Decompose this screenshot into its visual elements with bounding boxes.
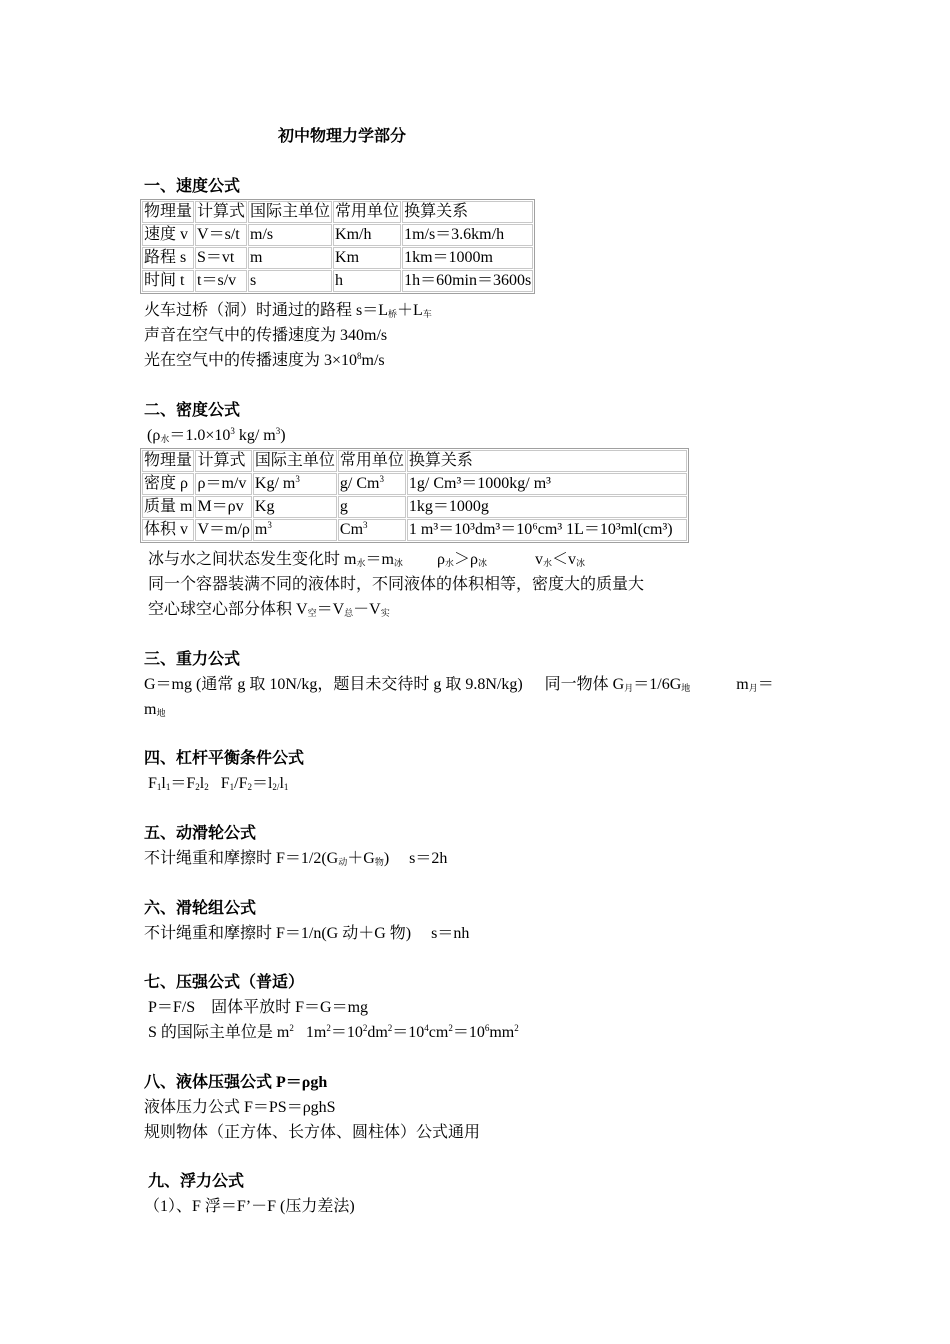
table-header-cell: 换算关系	[407, 450, 687, 472]
text-line: G＝mg (通常 g 取 10N/kg，题目未交待时 g 取 9.8N/kg) 同一物体 $G_月=1/6G_地$ $m_月=$	[144, 676, 774, 693]
section-heading-speed: 一、速度公式	[144, 178, 241, 195]
table-cell: 1kg＝1000g	[407, 496, 687, 518]
table-cell: m	[248, 247, 332, 269]
text-line: 火车过桥（洞）时通过的路程 $s=L_桥+L_车$	[144, 302, 432, 319]
speed-table	[140, 199, 535, 294]
page-title: 初中物理力学部分	[278, 128, 407, 145]
table-cell: Kg/ $m^3$	[253, 473, 337, 495]
table-cell: 1h＝60min＝3600s	[402, 270, 533, 292]
section-heading-density: 二、密度公式	[144, 402, 241, 419]
table-cell: 1km＝1000m	[402, 247, 533, 269]
text-line: $m_地$	[144, 701, 166, 718]
table-row	[142, 270, 533, 292]
table-row	[142, 247, 533, 269]
table-cell: Km	[333, 247, 401, 269]
table-header-row	[142, 201, 533, 223]
table-header-cell: 换算关系	[402, 201, 533, 223]
section-heading-pressure: 七、压强公式（普适）	[144, 974, 305, 991]
table-header-cell: 常用单位	[338, 450, 406, 472]
text-line: P＝F/S 固体平放时 F＝G＝mg	[148, 999, 369, 1016]
table-cell: 1 m³＝10³dm³＝10⁶cm³ 1L＝10³ml(cm³)	[407, 519, 687, 541]
table-cell: g	[338, 496, 406, 518]
table-cell: 时间 t	[142, 270, 194, 292]
table-row	[142, 496, 687, 518]
section-heading-lever: 四、杠杆平衡条件公式	[144, 750, 305, 767]
table-cell: M＝ρv	[195, 496, 251, 518]
table-cell: 速度 v	[142, 224, 194, 246]
section-heading-gravity: 三、重力公式	[144, 651, 241, 668]
table-cell: S＝vt	[195, 247, 247, 269]
density-table	[140, 448, 689, 543]
table-cell: 体积 v	[142, 519, 194, 541]
table-header-cell: 常用单位	[333, 201, 401, 223]
table-cell: Cm$^3$	[338, 519, 406, 541]
text-line: 声音在空气中的传播速度为 340m/s	[144, 327, 388, 344]
table-cell: 路程 s	[142, 247, 194, 269]
table-cell: t＝s/v	[195, 270, 247, 292]
text-line: 不计绳重和摩擦时 F＝1/n(G 动＋G 物) s＝nh	[144, 925, 470, 942]
table-header-cell: 计算式	[195, 450, 251, 472]
table-cell: g/ Cm$^3$	[338, 473, 406, 495]
table-cell: V＝m/ρ	[195, 519, 251, 541]
text-line: $F_1l_1=F_2l_2$ $F_1/F_2=l_{2/}l_1$	[148, 775, 289, 792]
table-cell: h	[333, 270, 401, 292]
table-cell: V＝s/t	[195, 224, 247, 246]
table-row	[142, 224, 533, 246]
table-cell: ρ＝m/v	[195, 473, 251, 495]
table-header-cell: 国际主单位	[253, 450, 337, 472]
text-line: 不计绳重和摩擦时 $F=1/2(G_动+G_物)$ s＝2h	[144, 850, 448, 867]
text-line: 规则物体（正方体、长方体、圆柱体）公式通用	[144, 1124, 481, 1141]
text-line: （1）、F 浮＝F’－F (压力差法)	[144, 1198, 355, 1215]
text-line: 液体压力公式 F＝PS＝ρghS	[144, 1099, 336, 1116]
text-line: 冰与水之间状态发生变化时 $m_水=m_冰$ $\rho_水>\rho_冰$ $v_水<v_冰$	[148, 551, 585, 568]
table-cell: Km/h	[333, 224, 401, 246]
table-cell: m/s	[248, 224, 332, 246]
text-line: 空心球空心部分体积 $V_空=V_总-V_实$	[148, 601, 390, 618]
section-heading-pulley-block: 六、滑轮组公式	[144, 900, 257, 917]
table-header-cell: 国际主单位	[248, 201, 332, 223]
table-cell: 1g/ Cm³＝1000kg/ m³	[407, 473, 687, 495]
table-header-row	[142, 450, 687, 472]
table-cell: Kg	[253, 496, 337, 518]
table-row	[142, 519, 687, 541]
table-cell: s	[248, 270, 332, 292]
table-row	[142, 473, 687, 495]
table-header-cell: 物理量	[142, 450, 194, 472]
table-cell: 密度 ρ	[142, 473, 194, 495]
text-line: 光在空气中的传播速度为 $3\times 10^8m/s$	[144, 351, 385, 369]
text-line: S 的国际主单位是 $m^2$ $1m^2=10^2dm^2=10^4cm^2=10^6mm^2$	[148, 1023, 519, 1041]
section-heading-buoyancy: 九、浮力公式	[148, 1173, 245, 1190]
section-heading-movable-pulley: 五、动滑轮公式	[144, 825, 257, 842]
table-cell: 质量 m	[142, 496, 194, 518]
text-line: 同一个容器装满不同的液体时，不同液体的体积相等，密度大的质量大	[148, 576, 645, 593]
table-cell: $m^3$	[253, 519, 337, 541]
table-header-cell: 物理量	[142, 201, 194, 223]
table-cell: 1m/s＝3.6km/h	[402, 224, 533, 246]
text-line: ($\rho_水=1.0\times 10^3$ kg/ $m^3$)	[147, 426, 286, 444]
section-heading-liquid-pressure: 八、液体压强公式 P＝ρgh	[144, 1074, 328, 1091]
table-header-cell: 计算式	[195, 201, 247, 223]
